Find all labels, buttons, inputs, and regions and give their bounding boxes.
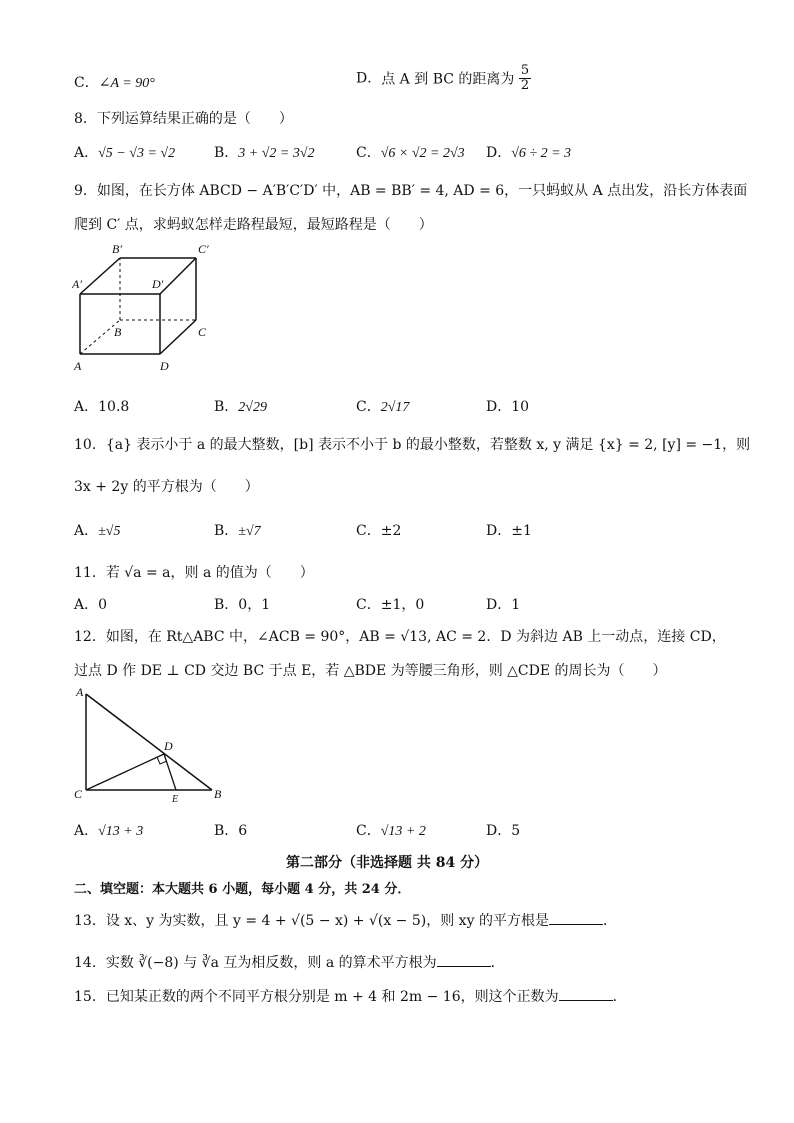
side-AB	[86, 694, 212, 790]
label-A: A	[76, 686, 84, 699]
q10-option-b: B．±√7	[214, 523, 261, 539]
q10-option-a: A．±√5	[74, 523, 121, 539]
q8-option-c: C．√6 × √2 = 2√3	[356, 145, 465, 161]
q12-stem-line1: 12．如图，在 Rt△ABC 中，∠ACB = 90°，AB = √13, AC = 2．D 为斜边 AB 上一动点，连接 CD，	[74, 629, 726, 645]
q10-stem-line2: 3x + 2y 的平方根为（ ）	[74, 479, 259, 495]
label-D: D	[160, 359, 169, 373]
q14: 14．实数 ∛(−8) 与 ∛a 互为相反数，则 a 的算术平方根为 ．	[74, 955, 505, 971]
label-Cp: C′	[198, 242, 209, 256]
q12-option-b: B．6	[214, 823, 248, 839]
q9-option-d: D．10	[486, 399, 530, 415]
q12-option-c: C．√13 + 2	[356, 823, 426, 839]
q12-option-d: D．5	[486, 823, 521, 839]
label-E: E	[172, 794, 179, 804]
fraction: $\frac{5}{2}$	[520, 63, 530, 93]
fill-in-section-heading: 二、填空题：本大题共 6 小题，每小题 4 分，共 24 分．	[74, 882, 411, 897]
q11-option-c: C．±1，0	[356, 597, 425, 613]
q11-option-d: D．1	[486, 597, 521, 613]
q8-option-b: B．3 + √2 = 3√2	[214, 145, 315, 161]
label-A: A	[74, 359, 82, 373]
segment-CD	[86, 754, 164, 790]
label-D: D	[164, 739, 173, 753]
q11-option-b: B．0，1	[214, 597, 271, 613]
edge-Ap-Bp	[80, 258, 120, 294]
part2-title: 第二部分（非选择题 共 84 分）	[286, 855, 489, 871]
q10-option-c: C．±2	[356, 523, 402, 539]
segment-DE	[164, 754, 176, 790]
label-Dp: D′	[152, 277, 164, 291]
q15: 15．已知某正数的两个不同平方根分别是 m + 4 和 2m − 16，则这个正数为 ．	[74, 989, 627, 1005]
answer-blank[interactable]	[437, 954, 491, 967]
q9-option-a: A．10.8	[74, 399, 130, 415]
q9-stem-line1: 9．如图，在长方体 ABCD − A′B′C′D′ 中，AB = BB′ = 4, AD = 6，一只蚂蚁从 A 点出发，沿长方体表面	[74, 183, 748, 199]
q10-stem-line1: 10．{a} 表示小于 a 的最大整数，[b] 表示不小于 b 的最小整数，若整数 x, y 满足 {x} = 2, [y] = −1，则	[74, 437, 751, 453]
q9-option-b: B．2√29	[214, 399, 267, 415]
q9-stem-line2: 爬到 C′ 点，求蚂蚁怎样走路程最短，最短路程是（ ）	[74, 217, 433, 233]
label-C: C	[198, 325, 207, 339]
q9-option-c: C．2√17	[356, 399, 410, 415]
label-Ap: A′	[72, 277, 82, 291]
q13: 13．设 x、y 为实数，且 y = 4 + √(5 − x) + √(x − 5)，则 xy 的平方根是 ．	[74, 913, 617, 929]
q12-stem-line2: 过点 D 作 DE ⊥ CD 交边 BC 于点 E，若 △BDE 为等腰三角形，则 △CDE 的周长为（ ）	[74, 663, 667, 679]
q11-option-a: A．0	[74, 597, 108, 613]
q7-option-d: D．点 A 到 BC 的距离为 $\frac{5}{2}$	[356, 63, 530, 93]
edge-D-C	[160, 320, 196, 354]
q8-stem: 8．下列运算结果正确的是（ ）	[74, 111, 293, 127]
right-triangle-figure	[72, 686, 232, 804]
q7-option-c: C．∠A = 90°	[74, 75, 155, 91]
label-B: B	[214, 787, 222, 801]
q8-option-a: A．√5 − √3 = √2	[74, 145, 176, 161]
edge-Cp-Dp	[160, 258, 196, 294]
label-C: C	[74, 787, 83, 801]
label-B: B	[114, 325, 122, 339]
q11-stem: 11．若 √a = a，则 a 的值为（ ）	[74, 565, 314, 581]
q8-option-d: D．√6 ÷ 2 = 3	[486, 145, 572, 161]
q10-option-d: D．±1	[486, 523, 532, 539]
q12-option-a: A．√13 + 3	[74, 823, 144, 839]
answer-blank[interactable]	[559, 988, 613, 1001]
label-Bp: B′	[112, 242, 122, 256]
answer-blank[interactable]	[549, 912, 603, 925]
cuboid-figure	[72, 240, 214, 374]
